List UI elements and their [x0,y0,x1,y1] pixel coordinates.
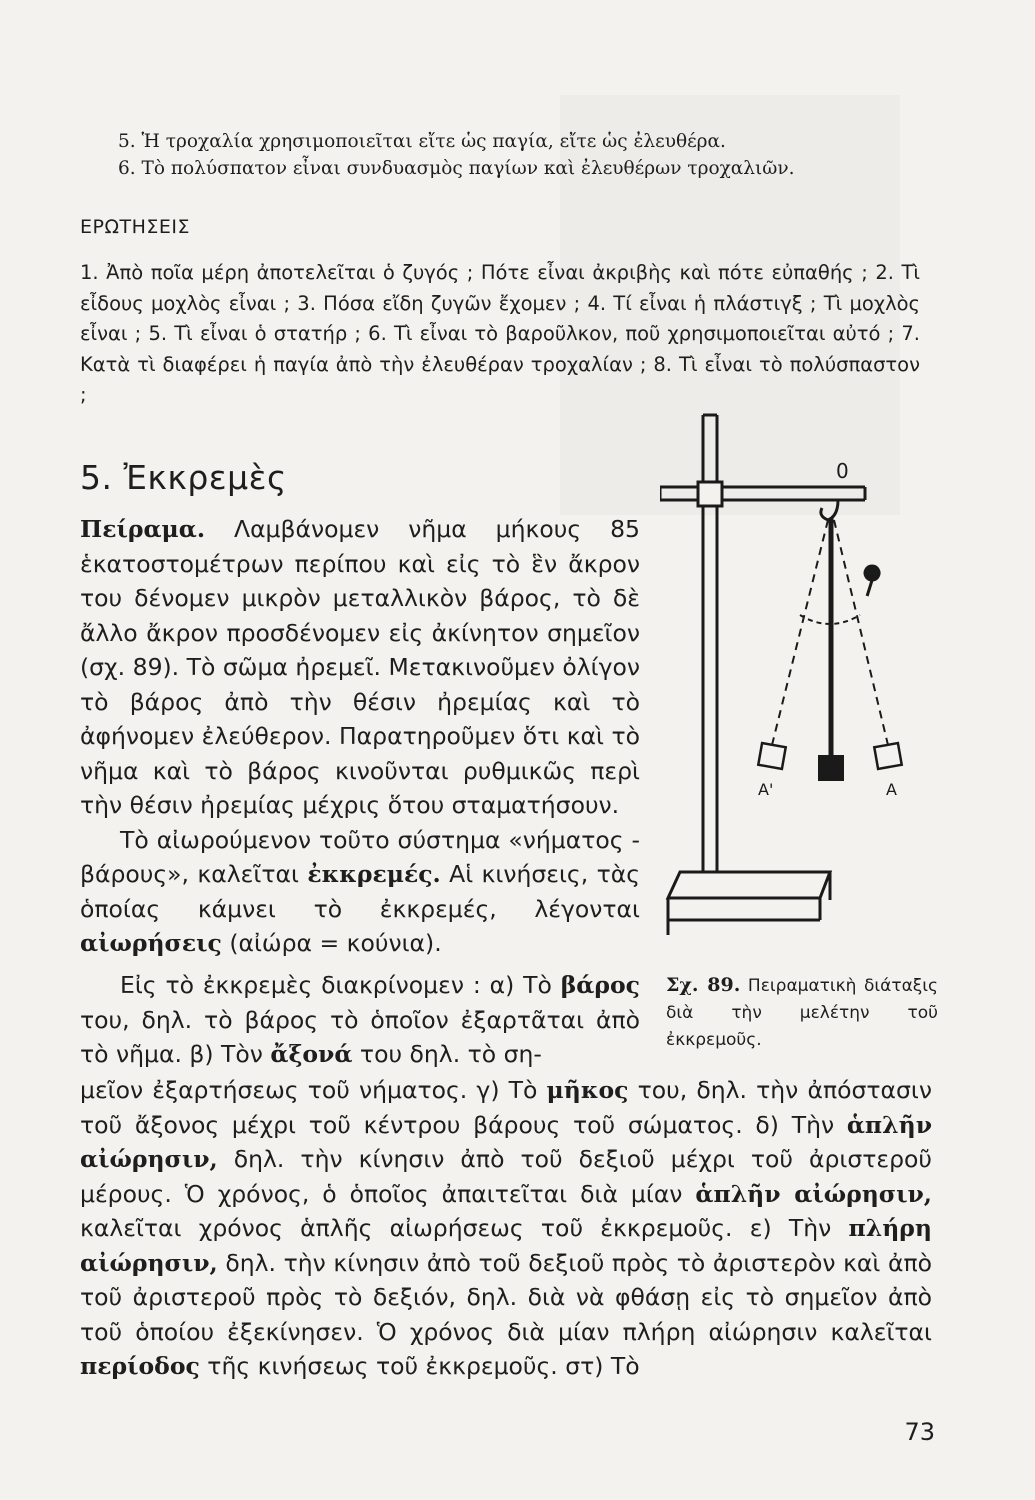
left-swing-string [772,520,828,745]
bob-right-position [874,743,901,769]
summary-list [118,128,898,182]
pendulum-bob [818,755,844,781]
term-pliri-aiorisi: πλήρη αἰώρησιν, [80,1214,932,1277]
questions-text: 1. Ἀπὸ ποῖα μέρη ἀποτελεῖται ὁ ζυγός ; Πότε εἶναι ἀκριβὴς καὶ πότε εὐπαθής ; 2. Τὶ εἶδους μοχλὸς εἶναι ; 3. Πόσα εἴδη ζυγῶν ἔχομεν ; 4. Τί εἶναι ἡ πλάστιγξ ; Τὶ μοχλὸς εἶναι ; 5. Τὶ εἶναι ὁ στατήρ ; 6. Τὶ εἶναι τὸ βαροῦλκον, ποῦ χρησιμοποιεῖται αὐτό ; 7. Κατὰ τὶ διαφέρει ἡ παγία ἀπὸ τὴν ἐλευθέραν τροχαλίαν ; 8. Τὶ εἶναι τὸ πολύσπαστον ; [80,261,920,406]
term-axonas: ἄξονά [270,1040,353,1068]
stand-base-top [668,872,830,898]
caption-label: Σχ. 89. [666,974,741,996]
term-aioriseis: αἰωρήσεις [80,929,222,957]
clamp [698,482,722,506]
term-baros: βάρος [560,971,640,999]
right-swing-string [834,520,888,745]
page-number: 73 [904,1418,935,1446]
caption-text: Πειραματικὴ διάταξις διὰ τὴν μελέτην τοῦ ἐκκρεμοῦς. [666,976,939,1050]
arrow-marker [865,566,879,596]
label-o: 0 [836,459,849,483]
narrow-column [80,512,640,961]
pendulum-figure [660,410,920,940]
term-apli-aiorisi-2: ἁπλῆν αἰώρησιν, [695,1179,932,1208]
parts-paragraph-start: Εἰς τὸ ἐκκρεμὲς διακρίνομεν : α) Τὸ βάρος του, δηλ. τὸ βάρος τὸ ὁποῖον ἐξαρτᾶται ἀπὸ τὸ νῆμα. β) Τὸν ἄξονά του δηλ. τὸ ση- [80,971,640,1068]
parts-paragraph: μεῖον ἐξαρτήσεως τοῦ νήματος. γ) Τὸ μῆκος του, δηλ. τὴν ἀπόστασιν τοῦ ἄξονος μέχρι τοῦ κέντρου βάρους τοῦ σώματος. δ) Τὴν ἁπλῆν αἰώρησιν, δηλ. τὴν κίνησιν ἀπὸ τοῦ δεξιοῦ μέχρι τοῦ ἀριστεροῦ μέρους. Ὁ χρόνος, ὁ ὁποῖος ἀπαιτεῖται διὰ μίαν ἁπλῆν αἰώρησιν, καλεῖται χρόνος ἁπλῆς αἰωρήσεως τοῦ ἐκκρεμοῦς. ε) Τὴν πλήρη αἰώρησιν, δηλ. τὴν κίνησιν ἀπὸ τοῦ δεξιοῦ πρὸς τὸ ἀριστερὸν καὶ ἀπὸ τοῦ ἀριστεροῦ πρὸς τὸ δεξιόν, δηλ. διὰ νὰ φθάσῃ εἰς τὸ σημεῖον ἀπὸ τοῦ ὁποίου ἐξεκίνησεν. Ὁ χρόνος διὰ μίαν πλήρη αἰώρησιν καλεῖται περίοδος τῆς κινήσεως τοῦ ἐκκρεμοῦς. στ) Τὸ [80,1076,932,1380]
hook [821,500,838,520]
term-mikos: μῆκος [546,1076,629,1104]
summary-item: 6. Τὸ πολύσπατον εἶναι συνδυασμὸς παγίων καὶ ἐλευθέρων τροχαλιῶν. [118,158,795,179]
term-periodos: περίοδος [80,1352,200,1380]
definition-paragraph: Τὸ αἰωρούμενον τοῦτο σύστημα «νήματος - βάρους», καλεῖται ἐκκρεμές. Αἱ κινήσεις, τὰς ὁποίας κάμνει τὸ ἐκκρεμές, λέγονται αἰωρήσεις (αἰώρα = κούνια). [80,825,640,957]
experiment-label: Πείραμα. [80,515,206,543]
term-ekkremes: ἐκκρεμές. [307,860,441,888]
label-a-left: Α' [758,780,774,799]
questions-heading: ΕΡΩΤΗΣΕΙΣ [80,216,190,238]
section-title: 5. Ἐκκρεμὲς [80,458,287,497]
experiment-paragraph: Πείραμα. Λαμβάνομεν νῆμα μήκους 85 ἑκατοστομέτρων περίπου καὶ εἰς τὸ ἓν ἄκρον του δένομεν μικρὸν μεταλλικὸν βάρος, τὸ δὲ ἄλλο ἄκρον προσδένομεν εἰς ἀκίνητον σημεῖον (σχ. 89). Τὸ σῶμα ἠρεμεῖ. Μετακινοῦμεν ὀλίγον τὸ βάρος ἀπὸ τὴν θέσιν ἠρεμίας καὶ τὸ ἀφήνομεν ἐλεύθερον. Παρατηροῦμεν ὅτι καὶ τὸ νῆμα καὶ τὸ βάρος κινοῦνται ρυθμικῶς περὶ τὴν θέσιν ἠρεμίας μέχρις ὅτου σταματήσουν. [80,515,640,819]
label-a-right: Α [886,780,897,799]
figure-caption [666,972,938,1054]
summary-item: 5. Ἡ τροχαλία χρησιμοποιεῖται εἴτε ὡς παγία, εἴτε ὡς ἐλευθέρα. [118,131,726,152]
term-apli-aiorisi: ἁπλῆν αἰώρησιν, [80,1110,932,1173]
bob-left-position [758,743,785,769]
